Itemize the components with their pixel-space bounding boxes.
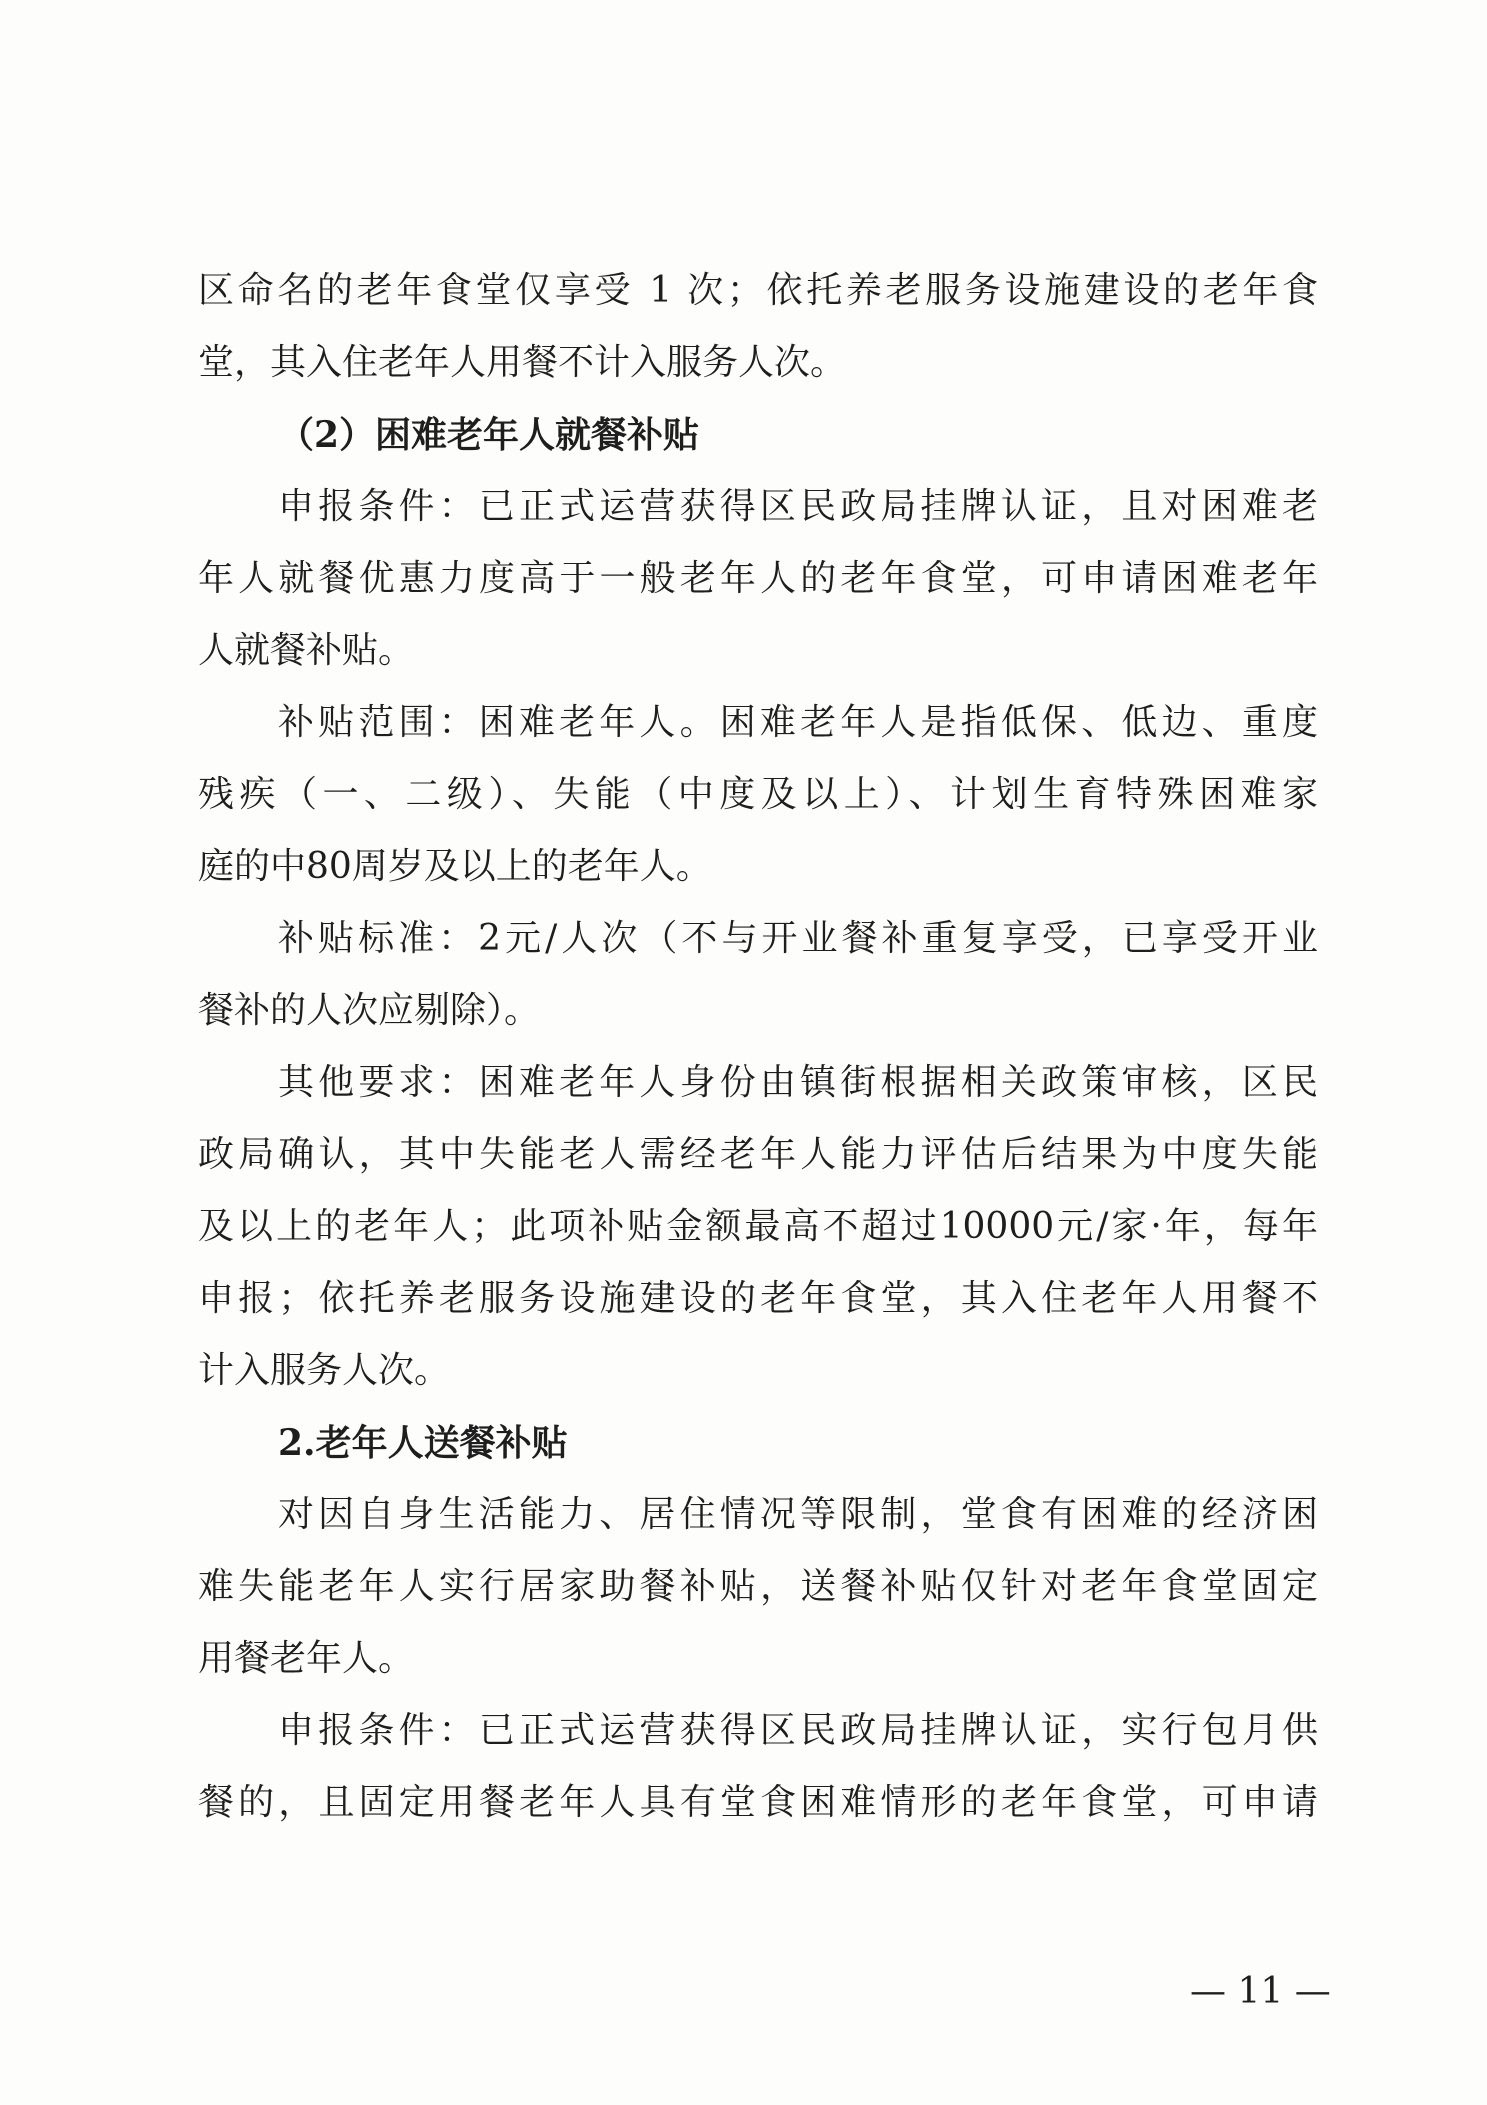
text-line: 对因自身生活能力、居住情况等限制，堂食有困难的经济困 xyxy=(278,1494,1318,1535)
text-line: 堂，其入住老年人用餐不计入服务人次。 xyxy=(198,342,847,383)
text-line: 补贴范围：困难老年人。困难老年人是指低保、低边、重度 xyxy=(278,702,1318,743)
text-line: 残疾（一、二级）、失能（中度及以上）、计划生育特殊困难家 xyxy=(198,774,1318,815)
text-line: 申报条件：已正式运营获得区民政局挂牌认证，实行包月供 xyxy=(278,1710,1318,1751)
text-line: 餐补的人次应剔除）。 xyxy=(198,990,541,1031)
text-line: 庭的中80周岁及以上的老年人。 xyxy=(198,846,712,887)
text-line: 及以上的老年人；此项补贴金额最高不超过10000元/家·年，每年 xyxy=(198,1206,1318,1247)
text-line: 年人就餐优惠力度高于一般老年人的老年食堂，可申请困难老年 xyxy=(198,558,1318,599)
section-heading: 2.老年人送餐补贴 xyxy=(278,1422,568,1464)
text-line: 补贴标准：2元/人次（不与开业餐补重复享受，已享受开业 xyxy=(278,918,1318,959)
text-line: 政局确认，其中失能老人需经老年人能力评估后结果为中度失能 xyxy=(198,1134,1318,1175)
text-line: 用餐老年人。 xyxy=(198,1638,415,1679)
text-line: 餐的，且固定用餐老年人具有堂食困难情形的老年食堂，可申请 xyxy=(198,1782,1318,1823)
text-line: 申报条件：已正式运营获得区民政局挂牌认证，且对困难老 xyxy=(278,486,1318,527)
text-line: 区命名的老年食堂仅享受 1 次；依托养老服务设施建设的老年食 xyxy=(198,270,1318,311)
text-line: 申报；依托养老服务设施建设的老年食堂，其入住老年人用餐不 xyxy=(198,1278,1318,1319)
text-line: 计入服务人次。 xyxy=(198,1350,451,1391)
page-number: — 11 — xyxy=(1190,1971,1331,2012)
text-line: 难失能老年人实行居家助餐补贴，送餐补贴仅针对老年食堂固定 xyxy=(198,1566,1318,1607)
text-line: 其他要求：困难老年人身份由镇街根据相关政策审核，区民 xyxy=(278,1062,1318,1103)
text-line: 人就餐补贴。 xyxy=(198,630,415,671)
section-heading: （2）困难老年人就餐补贴 xyxy=(278,414,700,456)
